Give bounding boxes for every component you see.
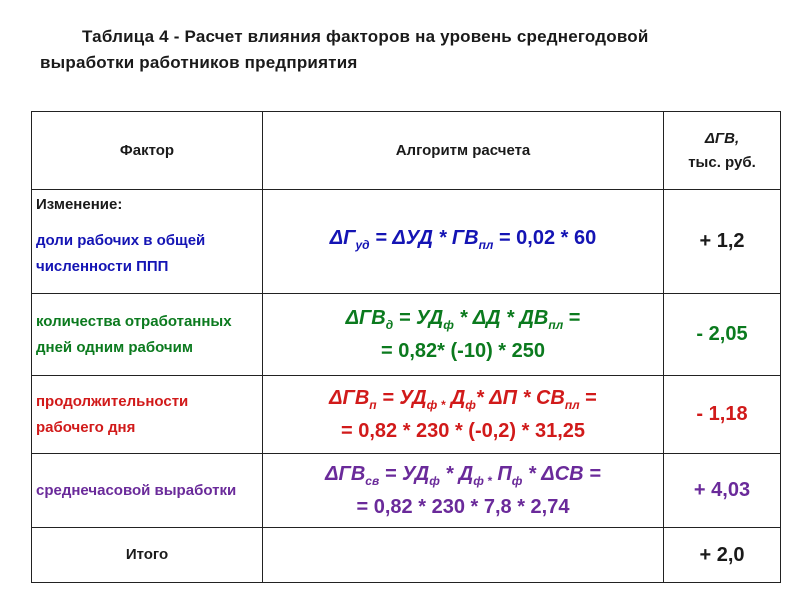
- factor-heading: Изменение:: [36, 196, 123, 213]
- formula-subscript: ф: [429, 474, 440, 488]
- formula-part: =: [563, 307, 581, 329]
- formula-line-2: = 0,82 * 230 * (-0,2) * 31,25: [340, 420, 586, 442]
- formula-part: ΔГВ: [345, 307, 386, 329]
- formula-line-2: = 0,82 * 230 * 7,8 * 2,74: [356, 496, 570, 518]
- formula-subscript: п: [369, 398, 377, 412]
- formula-part: ΔГВ: [329, 387, 370, 409]
- header-algorithm: Алгоритм расчета: [263, 112, 664, 190]
- total-row: [32, 528, 781, 583]
- table-row: [32, 294, 781, 376]
- formula-part: * ΔСВ =: [522, 463, 601, 485]
- factor-analysis-table: [31, 111, 781, 583]
- formula-subscript: пл: [548, 318, 564, 332]
- formula-cell: [263, 294, 664, 376]
- caption-line-1: Таблица 4 - Расчет влияния факторов на уровень среднегодовой: [82, 27, 649, 46]
- caption-line-2: выработки работников предприятия: [40, 53, 358, 72]
- total-formula-empty: [263, 528, 664, 583]
- factor-label: доли рабочих в общей численности ППП: [36, 232, 206, 275]
- header-factor: Фактор: [32, 112, 263, 190]
- total-value: + 2,0: [664, 528, 781, 583]
- value-cell: - 2,05: [664, 294, 781, 376]
- value-cell: + 1,2: [664, 190, 781, 294]
- formula-subscript: ф *: [473, 474, 492, 488]
- formula-cell: [263, 190, 664, 294]
- formula-part: * ΔП * СВ: [475, 387, 565, 409]
- formula-part: = УД: [379, 463, 430, 485]
- formula-subscript: пл: [478, 238, 494, 252]
- factor-cell: продолжительности рабочего дня: [32, 376, 263, 454]
- formula-part: * Д: [439, 463, 474, 485]
- table-caption: [40, 24, 780, 76]
- formula-subscript: ф: [511, 474, 523, 488]
- header-unit: тыс. руб.: [688, 153, 756, 171]
- formula-subscript: ф: [465, 398, 476, 412]
- factor-cell: среднечасовой выработки: [32, 454, 263, 528]
- formula-subscript: пл: [564, 398, 580, 412]
- formula-subscript: ф *: [426, 398, 446, 412]
- formula-part: Д: [445, 387, 466, 409]
- formula-cell: [263, 454, 664, 528]
- formula-subscript: уд: [355, 238, 370, 252]
- value-cell: - 1,18: [664, 376, 781, 454]
- header-delta-gv-label: ΔГВ,: [704, 129, 740, 147]
- formula-part: =: [579, 387, 597, 409]
- formula-part: П: [491, 463, 512, 485]
- formula-part: ΔГВ: [325, 463, 366, 485]
- total-label: Итого: [32, 528, 263, 583]
- formula-part: = УД: [393, 307, 444, 329]
- header-delta-gv: [664, 112, 781, 190]
- table-header-row: [32, 112, 781, 190]
- formula-subscript: ф: [443, 318, 454, 332]
- formula-part: ΔГ: [329, 227, 356, 249]
- table-row: [32, 454, 781, 528]
- formula-cell: [263, 376, 664, 454]
- formula-part: * ΔД * ДВ: [453, 307, 549, 329]
- table-row: [32, 190, 781, 294]
- factor-cell: количества отработанных дней одним рабочим: [32, 294, 263, 376]
- factor-cell: [32, 190, 263, 294]
- formula-subscript: св: [365, 474, 380, 488]
- formula-subscript: д: [385, 318, 394, 332]
- table-row: [32, 376, 781, 454]
- value-cell: + 4,03: [664, 454, 781, 528]
- formula-part: = 0,02 * 60: [493, 227, 597, 249]
- formula-part: = УД: [376, 387, 427, 409]
- formula-line-2: = 0,82* (-10) * 250: [381, 340, 545, 362]
- formula-part: = ΔУД * ГВ: [369, 227, 479, 249]
